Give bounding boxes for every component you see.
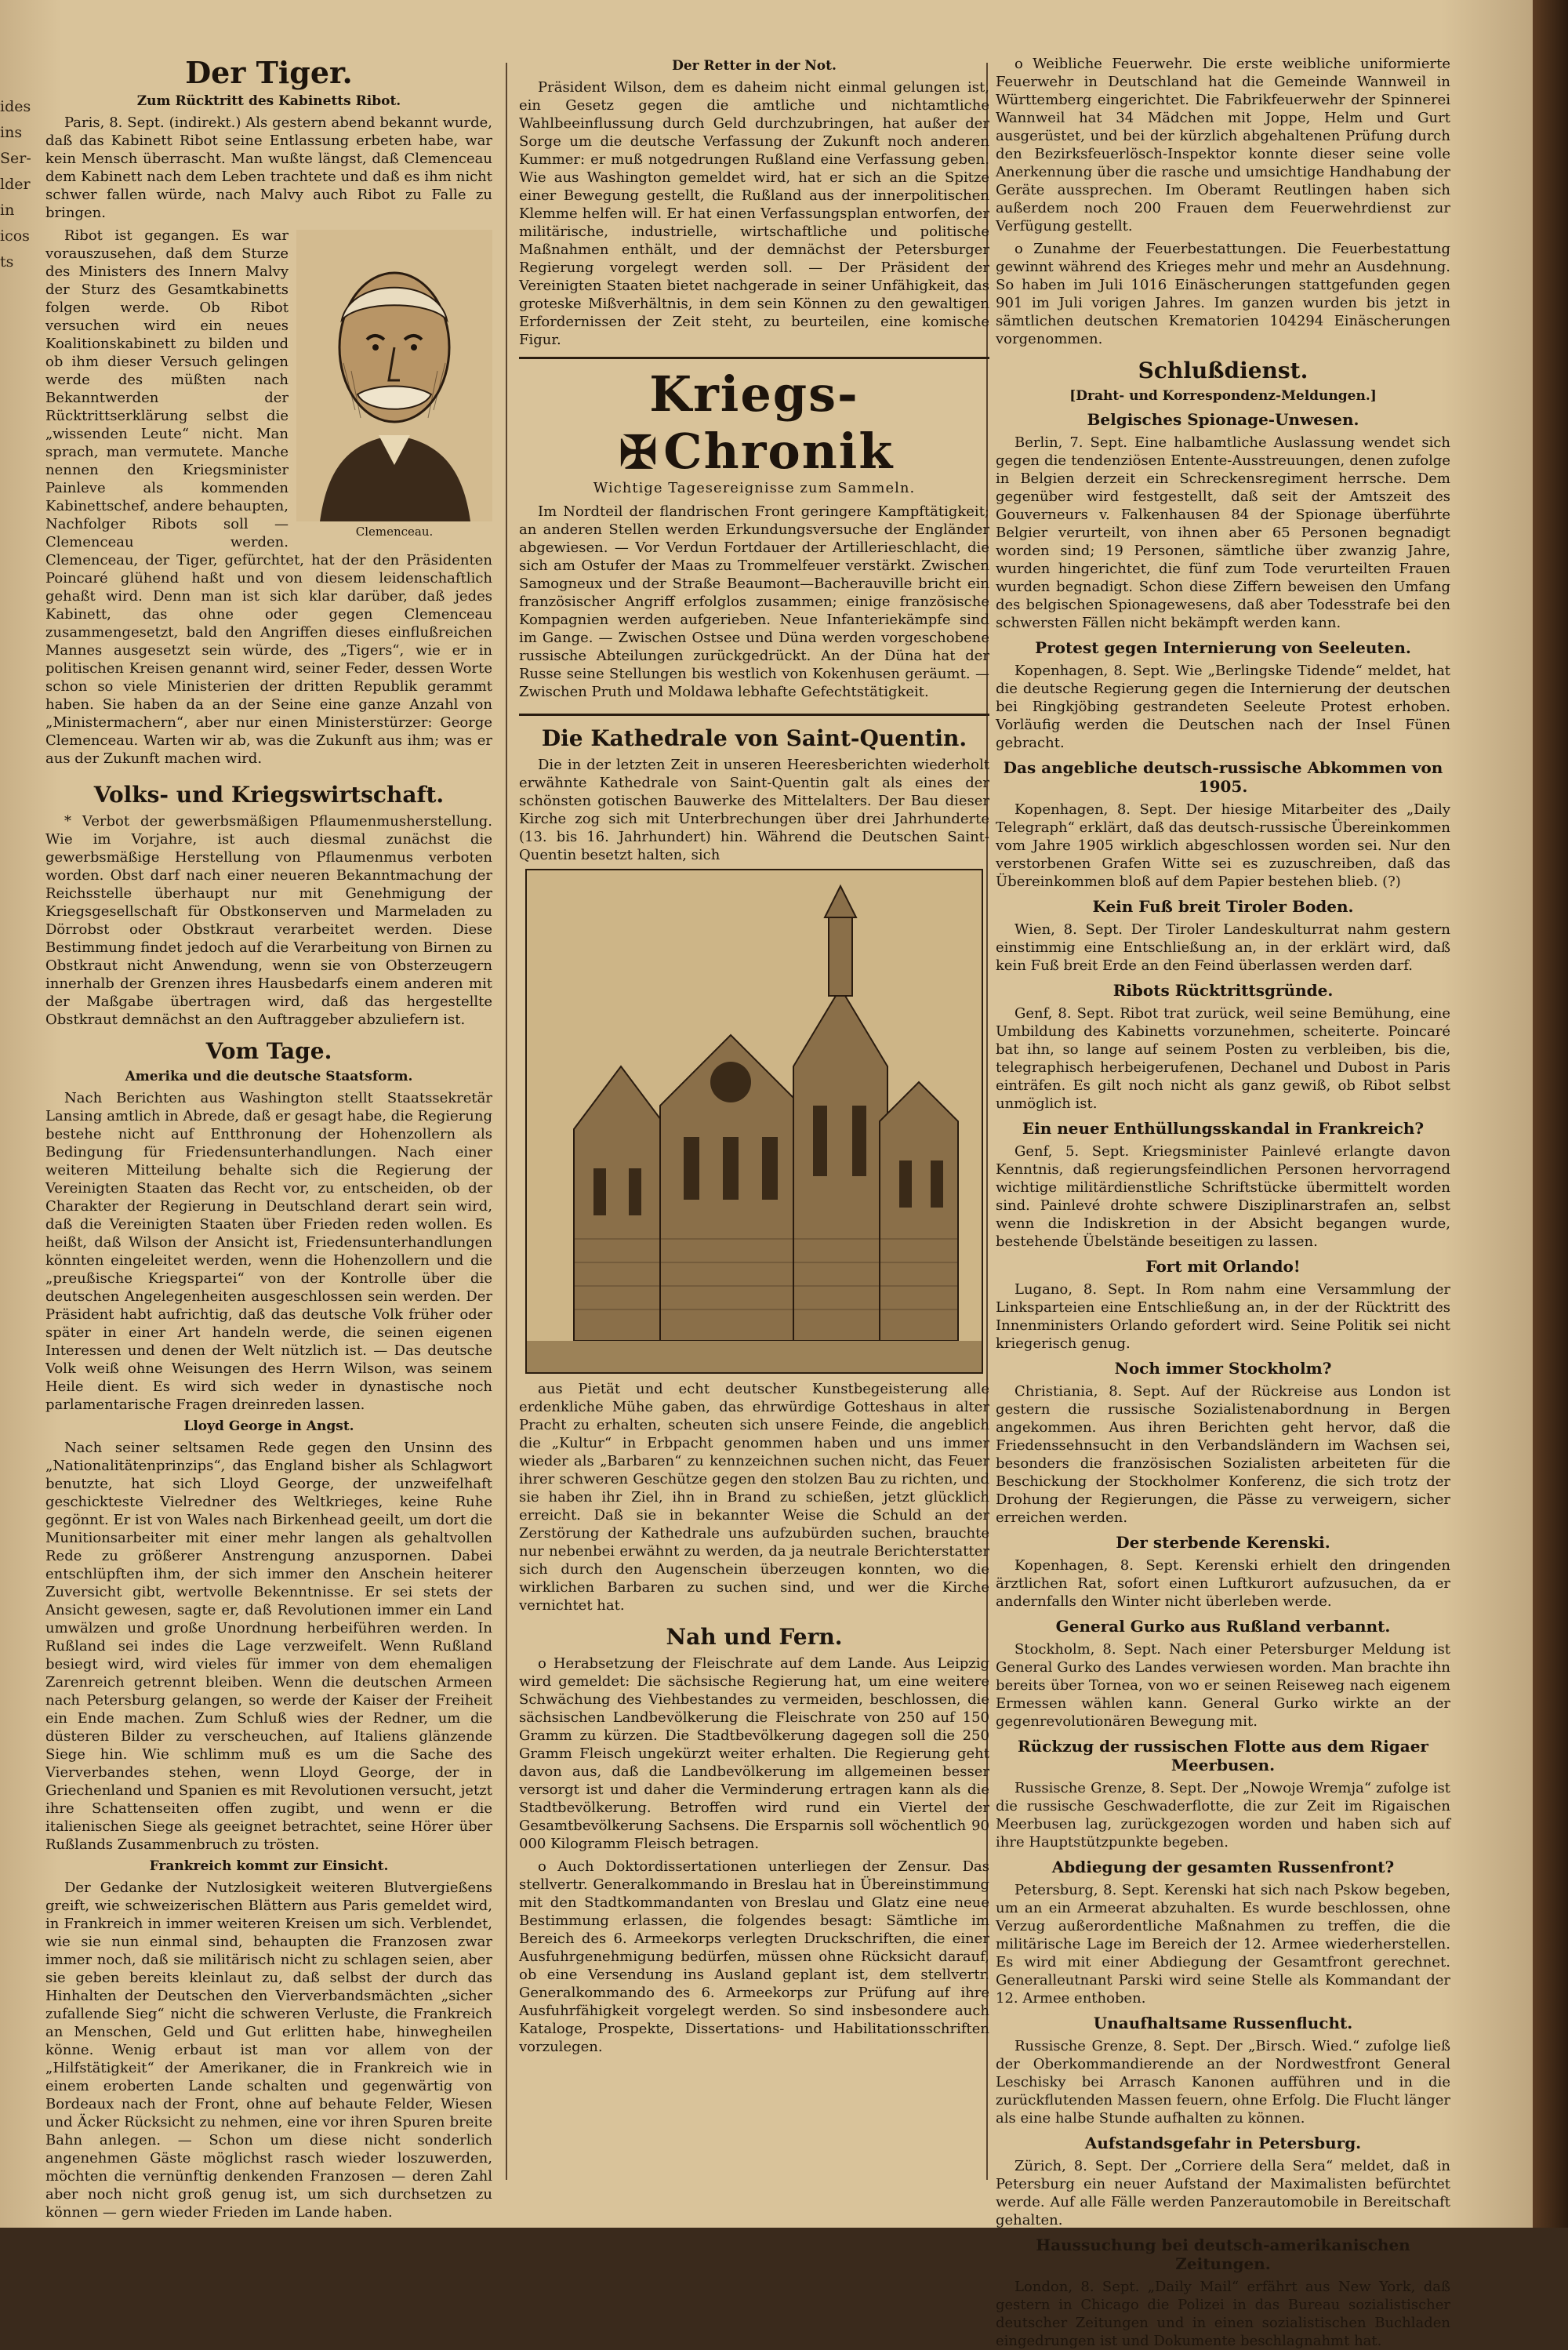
news-item-head: Rückzug der russischen Flotte aus dem Rigaer Meerbusen. — [1018, 1737, 1428, 1774]
news-item-text: Christiania, 8. Sept. Auf der Rückreise aus London ist gestern die russische Sozialistenabordnung in Bergen angekommen. Aus ihren Berichten geht hervor, daß die Friedenssehnsucht in den Verbandsländern im Wachsen sei, besonders die französischen Sozialisten arbeiteten für die Beschickung der Stockholmer Konferenz, die sich trotz der Drohung der Regierungen, die Pässe zu verweigern, sicher erreichen werden. — [996, 1383, 1450, 1526]
news-item-text: Russische Grenze, 8. Sept. Der „Birsch. Wied.“ zufolge ließ der Oberkommandierende an der Nordwestfront General Leschisky bei Arrasch Kanonen aufführen und in die zurückflutenden Massen feuern, ohne Erfolg. Die Flucht länger als eine halbe Stunde aufhalten zu können. — [996, 2038, 1450, 2127]
section-title-nahfern: Nah und Fern. — [666, 1624, 843, 1650]
margin-fragment: icos — [0, 227, 30, 245]
news-item-head: Fort mit Orlando! — [1145, 1257, 1301, 1276]
column-middle — [519, 55, 989, 2188]
article-paragraph: o Herabsetzung der Fleischrate auf dem Lande. Aus Leipzig wird gemeldet: Die sächsische Regierung hat, um eine weitere Schwächung des Viehbestandes zu vermeiden, beschlossen, die sächsischen Landbevölkerung die Fleischrate von 250 auf 150 Gramm zu kürzen. Die Stadtbevölkerung dagegen soll die 250 Gramm Fleisch ungekürzt weiter erhalten. Die Regierung geht davon aus, daß die Landbevölkerung im allgemeinen besser versorgt ist und daher die Verminderung ertragen kann als die Stadtbevölkerung. Betroffen wird rund ein Viertel der Gesamtbevölkerung Sachsens. Die Ersparnis soll wöchentlich 90 000 Kilogramm Fleisch betragen. — [519, 1655, 989, 1852]
news-item-head: Haussuchung bei deutsch-amerikanischen Zeitungen. — [1036, 2236, 1410, 2273]
article-paragraph: Nach seiner seltsamen Rede gegen den Unsinn des „Nationalitätenprinzips“, das England bisher als Schlagwort benutzte, hat sich Lloyd George, der unzweifelhaft geschickteste Vielredner des Weltkrieges, keine Ruhe gegönnt. Er ist von Wales nach Birkenhead geeilt, um dort die Munitionsarbeiter mit einer mehr langen als gehaltvollen Rede zu größerer Anstrengung anzuspornen. Dabei entschlüpften ihm, der sich immer den Anschein heiterer Zuversicht gibt, wertvolle Bekenntnisse. Er sei stets der Ansicht gewesen, sagte er, daß Revolutionen immer ein Land umwälzen und große Unordnung herbeiführen werden. In Rußland sei indes die Lage verzweifelt. Wenn Rußland besiegt wird, wird vieles für immer von dem ehemaligen Zarenreich getrennt bleiben. Wenn die deutschen Armeen nach Petersburg gelangen, so werde der Kaiser der Freiheit ein Ende machen. Zum Schluß wies der Redner, um die düsteren Bilder zu verscheuchen, auf Italiens glänzende Siege hin. Wie schlimm muß es um die Sache des Vierverbandes stehen, wenn Lloyd George, der in Griechenland und Spanien es mit Revolutionen versucht, jetzt ihre Schattenseiten offen zugibt, und wenn er die italienischen Siege als geeignet betrachtet, seine Hörer über Rußlands Zusammenbruch zu trösten. — [45, 1440, 492, 1853]
news-item-text: Petersburg, 8. Sept. Kerenski hat sich nach Pskow begeben, um an ein Armeerat abzuhalten. Es wurde beschlossen, ohne Verzug außerordentliche Maßnahmen zu treffen, die die militärische Lage im Bereich der 12. Armee wiederherstellen. Es wird mit einer Abdiegung der Gesamtfront gerechnet. Generalleutnant Parski wird seine Stelle als Kommandant der 12. Armee enthoben. — [996, 1882, 1450, 2007]
left-margin-fragments — [0, 94, 31, 2211]
chronik-title-left: Kriegs- — [649, 365, 859, 423]
kriegs-chronik-box — [519, 357, 989, 716]
book-binding — [1533, 0, 1568, 2228]
section-subtitle: [Draht- und Korrespondenz-Meldungen.] — [1069, 388, 1377, 404]
news-item-head: Unaufhaltsame Russenflucht. — [1093, 2014, 1353, 2032]
margin-fragment: ts — [0, 253, 14, 271]
article-paragraph: Der Gedanke der Nutzlosigkeit weiteren Blutvergießens greift, wie schweizerischen Blättern aus Paris gemeldet wird, in Frankreich in immer weiteren Kreisen um sich. Verblendet, wie sie nun einmal sind, behaupten die Franzosen zwar immer noch, daß sie militärisch nicht zu schlagen seien, aber sie geben bereits kleinlaut zu, daß selbst der durch das Hinhalten der Deutschen den Vierverbandsmächten „sicher zufallende Sieg“ nicht die schweren Verluste, die Frankreich an Menschen, Geld und Gut erlitten habe, hinwegheilen könne. Wenig erbaut ist man vor allem von der „Hilfstätigkeit“ der Amerikaner, die in Frankreich wie in einem eroberten Lande schalten und gegenwärtig von Bordeaux nach der Front, ohne auf behaute Felder, Wiesen und Äcker Rücksicht zu nehmen, eine vor ihren Spuren breite Bahn anlegen. — Schon um diese nicht sonderlich angenehmen Gäste möglichst rasch wieder loszuwerden, möchten die vernünftig denkenden Franzosen — deren Zahl aber noch nicht groß genug ist, um sich durchsetzen zu können — gern wieder Frieden im Lande haben. — [45, 1880, 492, 2221]
news-item-text: Lugano, 8. Sept. In Rom nahm eine Versammlung der Linksparteien eine Entschließung an, in der der Rücktritt des Innenministers Orlando gefordert wird. Seine Politik sei nicht kriegerisch genug. — [996, 1281, 1450, 1352]
cathedral-drawing — [527, 870, 982, 1372]
margin-fragment: ides — [0, 98, 31, 115]
margin-fragment: ins — [0, 124, 23, 141]
news-item-head: Ribots Rücktrittsgründe. — [1112, 981, 1334, 1000]
section-subtitle: Frankreich kommt zur Einsicht. — [149, 1858, 389, 1874]
section-subtitle: Amerika und die deutsche Staatsform. — [125, 1069, 413, 1084]
cathedral-illustration — [525, 869, 983, 1374]
news-item-text: Kopenhagen, 8. Sept. Wie „Berlingske Tidende“ meldet, hat die deutsche Regierung gegen die Internierung der deutschen bei Ringkjöbing gestrandeten Seeleute Protest erhoben. Vorläufig werden die Deutschen nach der Insel Fünen gebracht. — [996, 663, 1450, 751]
news-item-text: Genf, 8. Sept. Ribot trat zurück, weil seine Bemühung, eine Umbildung des Kabinetts vorzunehmen, scheiterte. Poincaré bat ihn, so lange auf seinem Posten zu verbleiben, bis die, telegraphisch herbeigerufenen, Dechanel und Dubost in Paris einträfen. Es gilt noch nicht als ganz gewiß, ob Ribot selbst unmöglich ist. — [996, 1005, 1450, 1112]
column-left — [45, 55, 492, 2221]
article-subtitle-tiger: Zum Rücktritt des Kabinetts Ribot. — [136, 93, 401, 109]
section-title-schlussdienst: Schlußdienst. — [1138, 358, 1308, 383]
news-item-head: Protest gegen Internierung von Seeleuten. — [1035, 638, 1411, 657]
news-item-text: Kopenhagen, 8. Sept. Der hiesige Mitarbeiter des „Daily Telegraph“ erklärt, daß das deutsch-russische Übereinkommen vom Jahre 1905 wirklich abgeschlossen worden sei. Nur den verstorbenen Grafen Witte sei es zuzuschreiben, daß das Übereinkommen bloß auf dem Papier bestehen blieb. (?) — [996, 801, 1450, 890]
portrait-illustration — [296, 230, 492, 521]
article-paragraph: * Verbot der gewerbsmäßigen Pflaumenmusherstellung. Wie im Vorjahre, ist auch diesmal zunächst die gewerbsmäßige Herstellung von Pflaumenmus verboten worden. Obst darf nach einer neueren Bekanntmachung der Reichsstelle überhaupt nur mit Genehmigung der Kriegsgesellschaft für Obstkonserven und Marmeladen zu Dörrobst oder Obstkraut verarbeitet werden. Diese Bestimmung findet jedoch auf die Verarbeitung von Birnen zu Obstkraut nicht Anwendung, wenn sie von Obsterzeugern innerhalb der Grenzen ihres Hausbedarfs einem anderen mit der Maßgabe übertragen wird, daß das hergestellte Obstkraut demnächst an den Auftraggeber abzuliefern ist. — [45, 813, 492, 1028]
section-title-vomtage: Vom Tage. — [205, 1038, 332, 1064]
clemenceau-portrait — [296, 230, 492, 543]
news-item-head: General Gurko aus Rußland verbannt. — [1055, 1617, 1391, 1636]
chronik-paragraph: Im Nordteil der flandrischen Front geringere Kampftätigkeit; an anderen Stellen werden Erkundungsversuche der Engländer abgewiesen. — Vor Verdun Fortdauer der Artillerieschlacht, die sich am Ostufer der Maas zu Trommelfeuer verstärkt. Zwischen Samogneux und der Straße Beaumont—Bacherauville bricht ein französischer Angriff erfolglos zusammen; einige französische Kompagnien werden aufgerieben. Neue Infanteriekämpfe sind im Gange. — Zwischen Ostsee und Düna werden vorgeschobene russische Abteilungen zurückgedrückt. An der Düna hat der Russe seine Stellungen bis westlich von Kokenhusen geräumt. — Zwischen Pruth und Moldawa lebhafte Gefechtstätigkeit. — [519, 503, 989, 700]
news-item-head: Der sterbende Kerenski. — [1116, 1533, 1330, 1552]
news-item-head: Noch immer Stockholm? — [1114, 1359, 1332, 1378]
news-item-head: Ein neuer Enthüllungsskandal in Frankreich? — [1022, 1119, 1425, 1138]
news-item-text: Berlin, 7. Sept. Eine halbamtliche Auslassung wendet sich gegen die tendenziösen Entente-Ausstreuungen, denen zufolge in Belgien derzeit ein Schreckensregiment herrsche. Dem gegenüber wird festgestellt, daß seit der Amtszeit des Gouverneurs v. Falkenhausen 84 der Spionage überführte Belgier verurteilt, von ihnen aber 65 Personen begnadigt worden sind; 19 Personen, sämtliche über zwanzig Jahre, wurden hingerichtet, die fünf zum Tode verurteilten Frauen wurden begnadigt. Schon diese Ziffern beweisen den Umfang des belgischen Spionagewesens, daß aber Todesstrafe bei den schwersten Fällen nicht bekämpft werden kann. — [996, 434, 1450, 631]
kriegs-chronik-title — [519, 365, 989, 480]
portrait-caption: Clemenceau. — [355, 525, 434, 539]
news-item-text: Russische Grenze, 8. Sept. Der „Nowoje Wremja“ zufolge ist die russische Geschwaderflotte, die zur Zeit im Rigaischen Meerbusen lag, zurückgezogen worden und haben sich auf ihre Hauptstützpunkte begeben. — [996, 1780, 1450, 1851]
article-paragraph: o Auch Doktordissertationen unterliegen der Zensur. Das stellvertr. Generalkommando in Breslau hat in Übereinstimmung mit den Stadtkommandanten von Breslau und Glatz eine neue Bestimmung erlassen, die folgendes besagt: Sämtliche im Bereich des 6. Armeekorps verlegten Druckschriften, die einer Ausfuhrgenehmigung bedürfen, müssen ohne Rücksicht darauf, ob eine Versendung ins Ausland geplant ist, dem stellvertr. Generalkommando des 6. Armeekorps zur Prüfung auf ihre Ausfuhrfähigkeit vorgelegt werden. So sind insbesondere auch Kataloge, Prospekte, Dissertations- und Habilitationsschriften vorzulegen. — [519, 1858, 989, 2055]
article-paragraph: o Zunahme der Feuerbestattungen. Die Feuerbestattung gewinnt während des Krieges mehr und mehr an Ausdehnung. So haben im Juli 1016 Einäscherungen stattgefunden gegen 901 im Juli vorigen Jahres. Im ganzen wurden bis jetzt in sämtlichen deutschen Krematorien 104294 Einäscherungen vorgenommen. — [996, 241, 1450, 347]
article-paragraph: aus Pietät und echt deutscher Kunstbegeisterung alle erdenkliche Mühe gaben, das ehrwürdige Gotteshaus in alter Pracht zu erhalten, scheuten sich unsere Feinde, die angeblich die „Kultur“ in Erbpacht genommen haben und uns immer wieder als „Barbaren“ zu kennzeichnen suchen nicht, das Feuer ihrer schweren Geschütze gegen den stolzen Bau zu richten, und sie haben ihr Ziel, ihn in Brand zu schießen, jetzt glücklich erreicht. Daß sie in bekannter Weise die Schuld an der Zerstörung der Kathedrale uns aufzubürden suchen, brauchte nur nebenbei erwähnt zu werden, da ja neutrale Berichterstatter sich durch den Augenschein überzeugen konnten, wo die wirklichen Barbaren zu suchen sind, und wer die Kirche vernichtet hat. — [519, 1381, 989, 1614]
margin-fragment: in — [0, 202, 15, 219]
article-title-retter: Der Retter in der Not. — [672, 58, 837, 74]
iron-cross-icon: ✠ — [619, 426, 659, 479]
article-paragraph: Die in der letzten Zeit in unseren Heeresberichten wiederholt erwähnte Kathedrale von Saint-Quentin galt als eines der schönsten gotischen Bauwerke des Mittelalters. Der Bau dieser Kirche zog sich mit Unterbrechungen über drei Jahrhunderte (13. bis 16. Jahrhundert) hin. Während die Deutschen Saint-Quentin besetzt halten, sich — [519, 757, 989, 863]
news-item-text: Genf, 5. Sept. Kriegsminister Painlevé erlangte davon Kenntnis, daß regierungsfeindlichen Personen hervorragend wichtige militärdienstliche Schriftstücke übermittelt worden sind. Painlevé drohte schwere Disziplinarstrafen an, selbst wenn die Indiskretion in der Absicht begangen wurde, bestehende Übelstände beseitigen zu lassen. — [996, 1143, 1450, 1250]
column-rule — [506, 63, 507, 2180]
article-paragraph: Paris, 8. Sept. (indirekt.) Als gestern abend bekannt wurde, daß das Kabinett Ribot seine Entlassung erbeten habe, war kein Mensch überrascht. Man wußte längst, daß Clemenceau dem Kabinett nach dem Leben trachtete und daß es ihm nicht schwer fallen würde, nach Malvy auch Ribot zu Falle zu bringen. — [45, 114, 492, 221]
news-item-head: Belgisches Spionage-Unwesen. — [1087, 410, 1359, 429]
news-item-text: Wien, 8. Sept. Der Tiroler Landeskulturrat nahm gestern einstimmig eine Entschließung an, in der erklärt wird, daß kein Fuß breit Erde an den Feind überlassen werden darf. — [996, 921, 1450, 974]
margin-fragment: lder — [0, 176, 31, 193]
chronik-subtitle: Wichtige Tagesereignisse zum Sammeln. — [593, 480, 916, 496]
article-title-kathedrale: Die Kathedrale von Saint-Quentin. — [541, 725, 967, 751]
news-item-text: Stockholm, 8. Sept. Nach einer Petersburger Meldung ist General Gurko des Landes verwiesen worden. Man brachte ihn bereits über Tornea, von wo er seinen Reiseweg nach eigenem Ermessen wählen kann. General Gurko wirkte an der gegenrevolutionären Bewegung mit. — [996, 1641, 1450, 1730]
news-item-head: Aufstandsgefahr in Petersburg. — [1084, 2134, 1362, 2152]
article-paragraph: o Weibliche Feuerwehr. Die erste weibliche uniformierte Feuerwehr in Deutschland hat die Gemeinde Wannweil in Württemberg eingerichtet. Die Fabrikfeuerwehr der Spinnerei Wannweil hat 34 Mädchen mit Joppe, Helm und Gurt ausgerüstet, und bei der kürzlich abgehaltenen Prüfung durch den Bezirksfeuerlösch-Inspektor konnte dieser seine volle Anerkennung über die rasche und umsichtige Handhabung der Geräte aussprechen. Im Oberamt Reutlingen haben sich außerdem noch 200 Frauen dem Feuerwehrdienst zur Verfügung gestellt. — [996, 56, 1450, 234]
section-subtitle: Lloyd George in Angst. — [183, 1418, 354, 1434]
article-paragraph: Präsident Wilson, dem es daheim nicht einmal gelungen ist, ein Gesetz gegen die amtliche und nichtamtliche Wahlbeeinflussung durch Geld durchzubringen, hat außer der Sorge um die deutsche Verfassung der Zukunft noch anderen Kummer: er muß notgedrungen Rußland eine Verfassung geben. Wie aus Washington gemeldet wird, hat er sich an die Spitze einer Bewegung gestellt, die Rußland aus der innerpolitischen Klemme helfen will. Er hat einen Verfassungsplan entworfen, der militärische, industrielle, wirtschaftliche und politische Maßnahmen enthält, und der demnächst der Petersburger Regierung vorgelegt werden soll. — Der Präsident der Vereinigten Staaten bietet nachgerade in seiner Unfähigkeit, das groteske Mißverhältnis, in dem sein Können zu den gewaltigen Erfordernissen der Zeit steht, zu beurteilen, eine komische Figur. — [519, 79, 989, 348]
margin-fragment: Ser- — [0, 150, 31, 167]
news-item-text: Kopenhagen, 8. Sept. Kerenski erhielt den dringenden ärztlichen Rat, sofort einen Luftkurort aufzusuchen, da er andernfalls den Winter nicht überleben werde. — [996, 1557, 1450, 1610]
column-right — [996, 55, 1450, 2349]
chronik-title-right: Chronik — [663, 423, 895, 480]
news-item-head: Kein Fuß breit Tiroler Boden. — [1092, 897, 1354, 916]
article-title-tiger: Der Tiger. — [185, 55, 353, 90]
news-item-text: Zürich, 8. Sept. Der „Corriere della Sera“ meldet, daß in Petersburg ein neuer Aufstand der Maximalisten befürchtet werde. Auf alle Fälle werden Panzerautomobile in Bereitschaft gehalten. — [996, 2158, 1450, 2228]
news-item-head: Abdiegung der gesamten Russenfront? — [1051, 1858, 1395, 1876]
news-item-head: Das angebliche deutsch-russische Abkommen von 1905. — [1003, 758, 1443, 796]
article-paragraph: Ribot ist gegangen. Es war vorauszusehen, daß dem Sturze des Ministers des Innern Malvy der Sturz des Gesamtkabinetts folgen werde. Ob Ribot versuchen wird ein neues Koalitionskabinett zu bilden und ob ihm dieser Versuch gelingen werde des müßten nach Bekanntwerden der Rücktrittserklärung selbst die „wissenden Leute“ nicht. Man sprach, man vermutete. Manche nennen den Kriegsminister Painleve als kommenden Kabinettschef, andere behaupten, Nachfolger Ribots soll — Clemenceau werden. Clemenceau, der Tiger, gefürchtet, hat der den Präsidenten Poincaré glühend haßt und von diesem leidenschaftlich gehaßt wird. Denn man ist sich klar darüber, daß jedes Kabinett, das ohne oder gegen Clemenceau zusammengesetzt, bald den Angriffen dieses einflußreichen Mannes ausgesetzt sein würde, des „Tigers“, wie er in politischen Kreisen genannt wird, seiner Feder, dessen Worte schon so viele Ministerien der dritten Republik gerammt haben. Sie haben da an der Seine eine ganze Anzahl von „Ministermachern“, aber nur einen Ministerstürzer: George Clemenceau. Warten wir ab, was die Zukunft aus ihm; was er aus der Zukunft machen wird. — [45, 227, 492, 767]
article-paragraph: Nach Berichten aus Washington stellt Staatssekretär Lansing amtlich in Abrede, daß er gesagt habe, die Regierung bestehe nicht auf Entthronung der Hohenzollern als Bedingung für Friedensunterhandlungen. Nach einer weiteren Mitteilung behalte sich die Regierung der Vereinigten Staaten das Recht vor, zu entscheiden, ob der Charakter der Regierung in Deutschland derart sein wird, daß die Vereinigten Staaten über Frieden reden wollen. Es heißt, daß Wilson der Ansicht ist, Friedensunterhandlungen könnten eingeleitet werden, wenn die Hohenzollern und die „preußische Kriegspartei“ von der Kontrolle über die deutschen Angelegenheiten ausgeschlossen sein werden. Der Präsident habt aufrichtig, daß das deutsche Volk früher oder später in einer Art handeln werde, die seinen eigenen Interessen und denen der Welt nützlich ist. — Das deutsche Volk weiß ohne Weisungen des Herrn Wilson, was seinem Heile dient. Es wird sich weder in dynastische noch parlamentarische Fragen dreinreden lassen. — [45, 1090, 492, 1413]
section-title-volks: Volks- und Kriegswirtschaft. — [93, 782, 445, 808]
news-item-text: London, 8. Sept. „Daily Mail“ erfährt aus New York, daß gestern in Chicago die Polizei in das Bureau sozialistischer deutscher Zeitungen und in einen sozialistischen Buchladen eingedrungen ist und Dokumente beschlagnahmt hat. — [996, 2279, 1450, 2349]
